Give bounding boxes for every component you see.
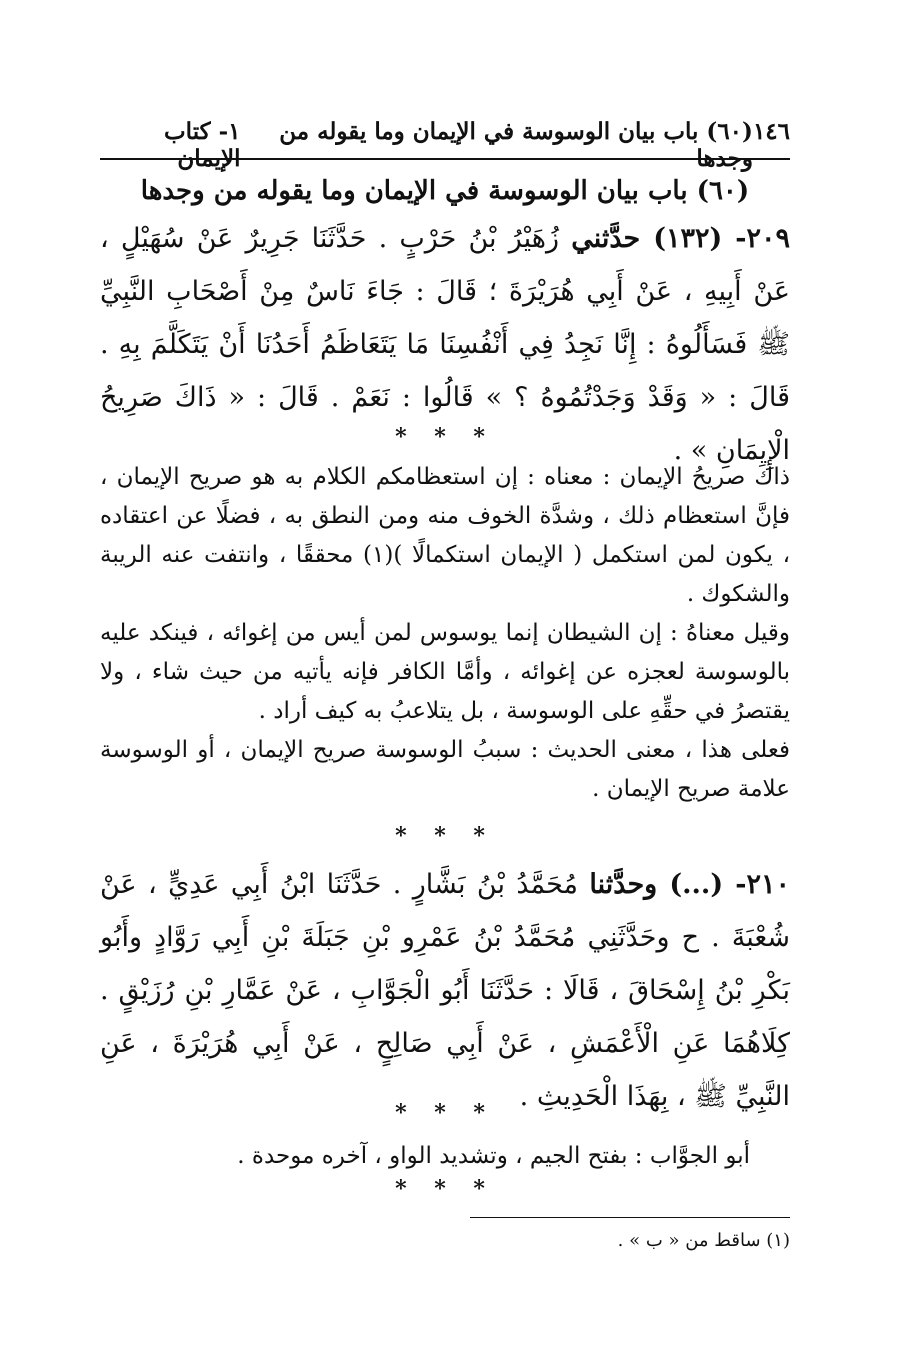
commentary-paragraph-3: فعلى هذا ، معنى الحديث : سببُ الوسوسة صريح الإيمان ، أو الوسوسة علامة صريح الإيمان . (100, 737, 790, 802)
separator-1: * * * (395, 424, 495, 450)
page-number: ١٤٦ (752, 118, 790, 145)
footnote: (١) ساقط من « ب » . (617, 1230, 790, 1251)
header-chapter-title: (٦٠) باب بيان الوسوسة في الإيمان وما يقوله من وجدها (279, 118, 753, 172)
commentary (100, 458, 790, 809)
commentary-paragraph-1: ذاكَ صريحُ الإيمان : معناه : إن استعظامكم الكلام به هو صريح الإيمان ، فإنَّ استعظام ذلك ، وشدَّة الخوف منه ومن النطق به ، فضلًا عن اعتقاده ، يكون لمن استكمل ( الإيمان استكمالًا )(١) محققًا ، وانتفت عنه الريبة والشكوك . (100, 464, 790, 607)
hadith-210-lead: ٢١٠- (...) وحدَّثنا (589, 869, 790, 900)
separator-2: * * * (395, 823, 495, 849)
note: أبو الجوَّاب : بفتح الجيم ، وتشديد الواو ، آخره موحدة . (237, 1143, 750, 1169)
hadith-209-lead: ٢٠٩- (١٣٢) حدَّثني (571, 223, 790, 254)
hadith-210 (100, 858, 790, 1123)
chapter-title: (٦٠) باب بيان الوسوسة في الإيمان وما يقوله من وجدها (140, 176, 750, 206)
commentary-paragraph-2: وقيل معناهُ : إن الشيطان إنما يوسوس لمن أيس من إغوائه ، فينكد عليه بالوسوسة لعجزه عن إغوائه ، وأمَّا الكافر فإنه يأتيه من حيث شاء ، ولا يقتصرُ في حقِّهِ على الوسوسة ، بل يتلاعبُ به كيف أراد . (100, 620, 790, 724)
separator-4: * * * (395, 1176, 495, 1202)
separator-3: * * * (395, 1100, 495, 1126)
running-header (100, 118, 790, 172)
footnote-rule (470, 1217, 790, 1218)
hadith-209-text: زُهَيْرُ بْنُ حَرْبٍ . حَدَّثَنَا جَرِيرٌ عَنْ سُهَيْلٍ ، عَنْ أَبِيهِ ، عَنْ أَبِي هُرَيْرَةَ ؛ قَالَ : جَاءَ نَاسٌ مِنْ أَصْحَابِ النَّبِيِّ ﷺ فَسَأَلُوهُ : إِنَّا نَجِدُ فِي أَنْفُسِنَا مَا يَتَعَاظَمُ أَحَدُنَا أَنْ يَتَكَلَّمَ بِهِ . قَالَ : « وَقَدْ وَجَدْتُمُوهُ ؟ » قَالُوا : نَعَمْ . قَالَ : « ذَاكَ صَرِيحُ الْإِيمَانِ » . (100, 223, 790, 466)
header-book-title: ١- كتاب الإيمان (164, 118, 241, 172)
hadith-210-text: مُحَمَّدُ بْنُ بَشَّارٍ . حَدَّثَنَا ابْنُ أَبِي عَدِيٍّ ، عَنْ شُعْبَةَ . ح وحَدَّثَنِي مُحَمَّدُ بْنُ عَمْرِو بْنِ جَبَلَةَ بْنِ أَبِي رَوَّادٍ وأَبُو بَكْرِ بْنُ إِسْحَاقَ ، قَالَا : حَدَّثَنَا أَبُو الْجَوَّابِ ، عَنْ عَمَّارِ بْنِ رُزَيْقٍ . كِلَاهُمَا عَنِ الْأَعْمَشِ ، عَنْ أَبِي صَالِحٍ ، عَنْ أَبِي هُرَيْرَةَ ، عَنِ النَّبِيِّ ﷺ ، بِهَذَا الْحَدِيثِ . (100, 869, 790, 1112)
header-rule (100, 158, 790, 160)
